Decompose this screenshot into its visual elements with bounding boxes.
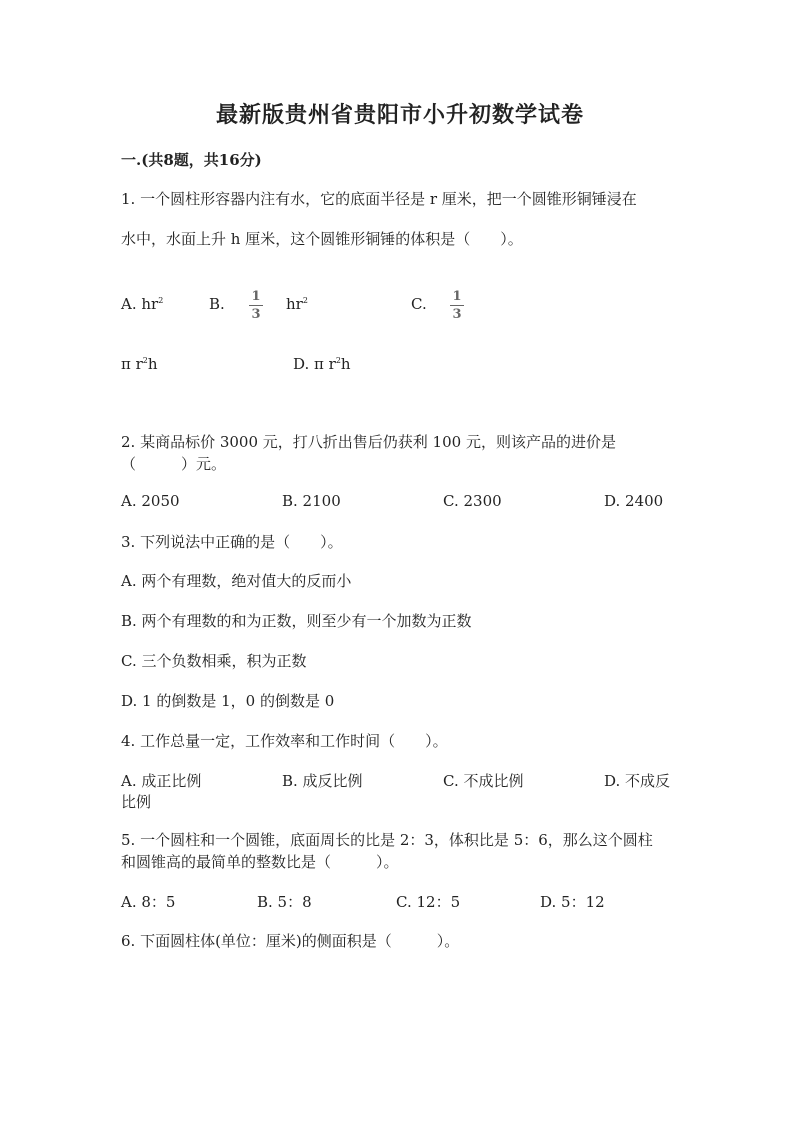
question-3-option-c: C. 三个负数相乘，积为正数: [121, 652, 307, 670]
question-1-option-c-label: C.: [411, 295, 427, 313]
question-1-option-a: A. $hr^2$: [121, 295, 164, 313]
question-1-option-c-continued: π $r^2h$: [121, 355, 158, 373]
question-1-option-b-fraction: 1 3: [249, 289, 263, 322]
question-2-option-b: B. 2100: [282, 492, 341, 510]
question-1-stem-line1: 1. 一个圆柱形容器内注有水，它的底面半径是 r 厘米，把一个圆锥形铜锤浸在: [121, 190, 637, 208]
question-2-option-c: C. 2300: [443, 492, 502, 510]
question-2-option-a: A. 2050: [121, 492, 180, 510]
question-5-stem-line2: 和圆锥高的最简单的整数比是（ ）。: [121, 853, 399, 871]
question-6-stem: 6. 下面圆柱体(单位：厘米)的侧面积是（ ）。: [121, 932, 460, 950]
question-5-option-b: B. 5：8: [257, 893, 312, 911]
page-title: 最新版贵州省贵阳市小升初数学试卷: [215, 102, 584, 128]
question-4-stem: 4. 工作总量一定，工作效率和工作时间（ ）。: [121, 732, 448, 750]
question-4-option-a: A. 成正比例: [121, 772, 202, 790]
question-1-option-b-label: B.: [209, 295, 225, 313]
question-3-option-b: B. 两个有理数的和为正数，则至少有一个加数为正数: [121, 612, 472, 630]
question-5-option-d: D. 5：12: [540, 893, 605, 911]
question-4-option-b: B. 成反比例: [282, 772, 363, 790]
question-1-option-b-text: $hr^2$: [286, 295, 308, 313]
question-5-option-a: A. 8：5: [121, 893, 176, 911]
question-1-option-c-fraction: 1 3: [450, 289, 464, 322]
question-1-option-d: D. π $r^2h$: [293, 355, 351, 373]
question-4-option-d: D. 不成反: [604, 772, 671, 790]
question-3-stem: 3. 下列说法中正确的是（ ）。: [121, 533, 343, 551]
section-header: 一.(共8题，共16分): [121, 151, 262, 169]
question-5-stem-line1: 5. 一个圆柱和一个圆锥，底面周长的比是 2：3，体积比是 5：6，那么这个圆柱: [121, 831, 653, 849]
question-3-option-d: D. 1 的倒数是 1，0 的倒数是 0: [121, 692, 335, 710]
question-4-option-c: C. 不成比例: [443, 772, 524, 790]
question-4-option-d-wrap: 比例: [121, 793, 152, 811]
question-2-stem-line2: （ ）元。: [121, 455, 227, 473]
question-5-option-c: C. 12：5: [396, 893, 461, 911]
question-2-option-d: D. 2400: [604, 492, 664, 510]
question-3-option-a: A. 两个有理数，绝对值大的反而小: [121, 572, 352, 590]
question-2-stem-line1: 2. 某商品标价 3000 元，打八折出售后仍获利 100 元，则该产品的进价是: [121, 433, 616, 451]
question-1-stem-line2: 水中，水面上升 h 厘米，这个圆锥形铜锤的体积是（ ）。: [121, 230, 523, 248]
